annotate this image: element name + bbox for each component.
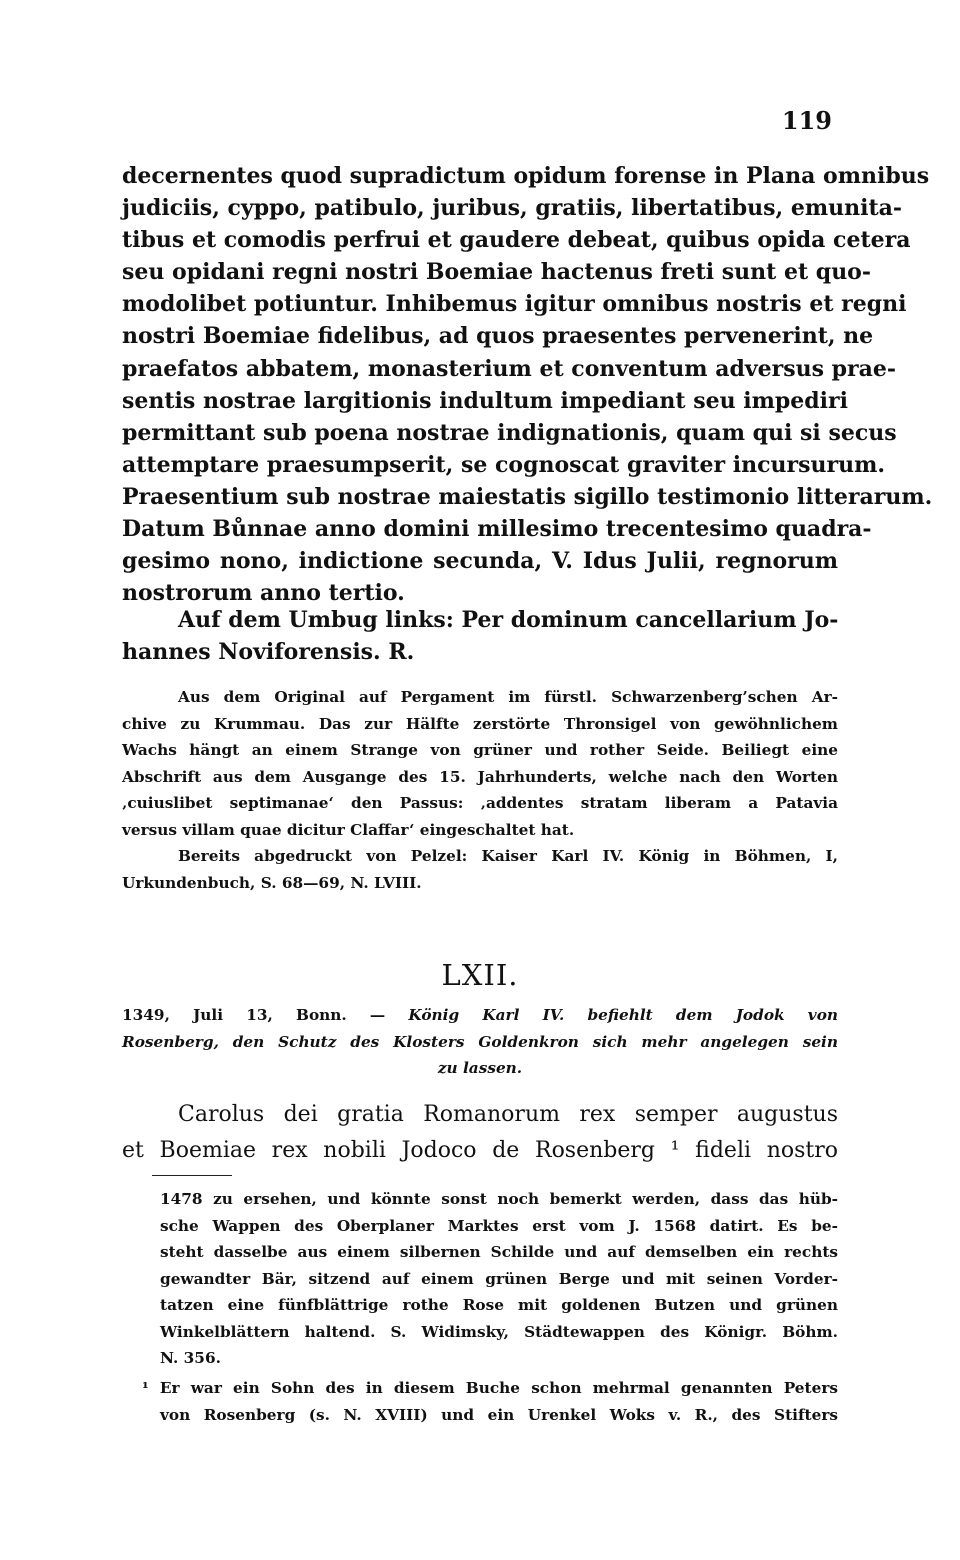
- regest-dash: —: [369, 1006, 386, 1024]
- text-line: nostrorum anno tertio.: [122, 580, 405, 607]
- note-line: chive zu Krummau. Das zur Hälfte zerstörte Thronsigel von gewöhnlichem: [122, 714, 838, 733]
- footnote-line: steht dasselbe aus einem silbernen Schilde und auf demselben ein rechts: [160, 1243, 838, 1261]
- umbug-note: [122, 604, 838, 668]
- text-line: et Boemiae rex nobili Jodoco de Rosenberg ¹ fideli nostro: [122, 1138, 838, 1163]
- text-line: praefatos abbatem, monasterium et conventum adversus prae-: [122, 355, 897, 382]
- charter-opening: [122, 1097, 838, 1169]
- document-number-heading: LXII.: [441, 958, 519, 992]
- regest-line-1: [122, 1002, 838, 1029]
- note-line: Urkundenbuch, S. 68—69, N. LVIII.: [122, 873, 422, 892]
- text-line: modolibet potiuntur. Inhibemus igitur omnibus nostris et regni: [122, 291, 907, 318]
- source-note: [122, 684, 838, 896]
- text-line: permittant sub poena nostrae indignationis, quam qui si secus: [122, 419, 897, 446]
- text-line: Carolus dei gratia Romanorum rex semper augustus: [178, 1102, 838, 1127]
- text-line: attemptare praesumpserit, se cognoscat graviter incursurum.: [122, 451, 886, 478]
- page-number: 119: [781, 106, 832, 135]
- text-line: Auf dem Umbug links: Per dominum cancellarium Jo-: [178, 607, 839, 633]
- note-line: versus villam quae dicitur Claffar‘ eingeschaltet hat.: [122, 820, 575, 839]
- footnote-line: gewandter Bär, sitzend auf einem grünen Berge und mit seinen Vorder-: [160, 1269, 838, 1288]
- regest-date-place: 1349, Juli 13, Bonn.: [122, 1006, 347, 1024]
- regest-line-2: Rosenberg, den Schutz des Klosters Goldenkron sich mehr angelegen sein: [122, 1032, 838, 1051]
- footnote-line: sche Wappen des Oberplaner Marktes erst vom J. 1568 datirt. Es be-: [160, 1216, 838, 1235]
- footnote-separator: [152, 1175, 232, 1176]
- footnote-line: N. 356.: [160, 1349, 221, 1367]
- footnote-line: von Rosenberg (s. N. XVIII) und ein Urenkel Woks v. R., des Stifters: [160, 1405, 838, 1424]
- footnote-line: tatzen eine fünfblättrige rothe Rose mit goldenen Butzen und grünen: [160, 1296, 838, 1314]
- text-line: gesimo nono, indictione secunda, V. Idus Julii, regnorum: [122, 548, 838, 575]
- text-line: decernentes quod supradictum opidum forense in Plana omnibus: [122, 163, 930, 189]
- text-line: sentis nostrae largitionis indultum impediant seu impediri: [122, 387, 848, 414]
- text-line: hannes Noviforensis. R.: [122, 639, 415, 665]
- note-line: Aus dem Original auf Pergament im fürstl. Schwarzenberg’schen Ar-: [178, 688, 838, 706]
- footnote-continuation: [160, 1186, 838, 1372]
- footnote-line: 1478 zu ersehen, und könnte sonst noch bemerkt werden, dass das hüb-: [160, 1190, 838, 1208]
- text-line: Praesentium sub nostrae maiestatis sigillo testimonio litterarum.: [122, 483, 933, 510]
- note-line: Abschrift aus dem Ausgange des 15. Jahrhunderts, welche nach den Worten: [122, 767, 838, 786]
- charter-text-continuation: [122, 160, 933, 609]
- footnote-line: Winkelblättern haltend. S. Widimsky, Städtewappen des Königr. Böhm.: [160, 1322, 838, 1341]
- regest-summary: König Karl IV. befiehlt dem Jodok von: [408, 1006, 839, 1024]
- text-line: judiciis, cyppo, patibulo, juribus, gratiis, libertatibus, emunita-: [122, 195, 903, 222]
- note-line: ‚cuiuslibet septimanae‘ den Passus: ‚addentes stratam liberam a Patavia: [122, 794, 838, 812]
- note-line: Wachs hängt an einem Strange von grüner und rother Seide. Beiliegt eine: [122, 741, 838, 759]
- text-line: nostri Boemiae fidelibus, ad quos praesentes pervenerint, ne: [122, 323, 874, 350]
- text-line: Datum Bůnnae anno domini millesimo trecentesimo quadra-: [122, 516, 872, 543]
- regest: [122, 1002, 838, 1082]
- footnote-line: ¹ Er war ein Sohn des in diesem Buche schon mehrmal genannten Peters: [142, 1379, 838, 1397]
- regest-line-3: zu lassen.: [437, 1059, 523, 1077]
- note-line: Bereits abgedruckt von Pelzel: Kaiser Karl IV. König in Böhmen, I,: [178, 847, 838, 865]
- text-line: seu opidani regni nostri Boemiae hactenus freti sunt et quo-: [122, 259, 871, 286]
- text-line: tibus et comodis perfrui et gaudere debeat, quibus opida cetera: [122, 227, 911, 254]
- footnote-1: [142, 1375, 838, 1428]
